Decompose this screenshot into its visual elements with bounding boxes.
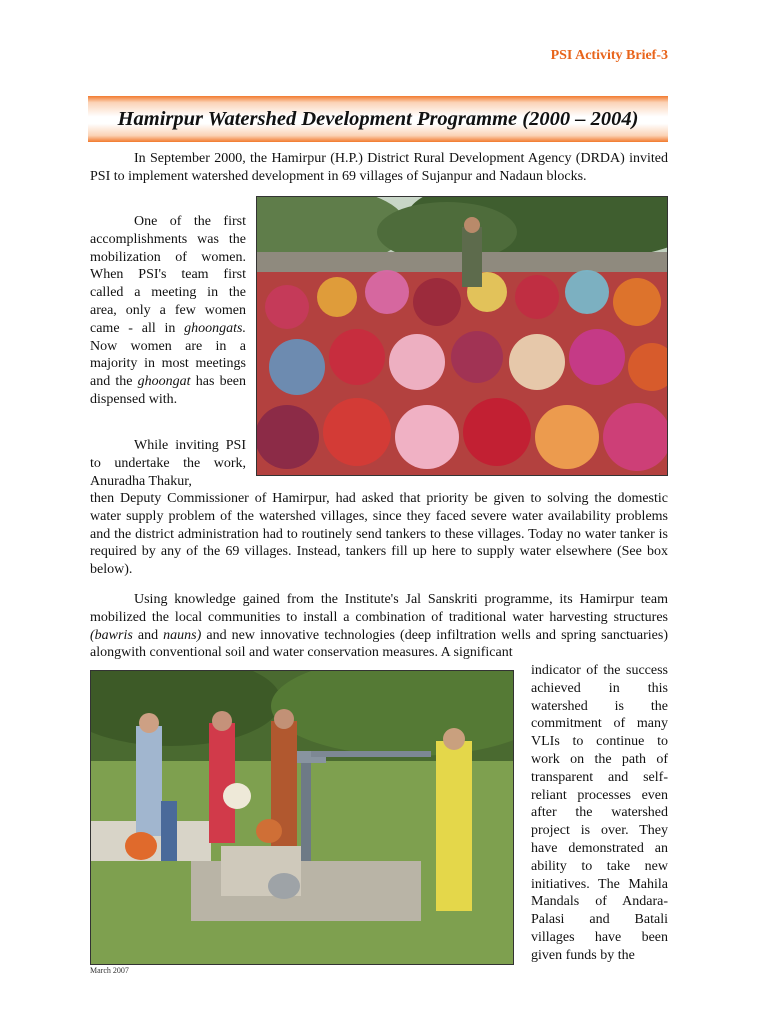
photo-women-meeting [256, 196, 668, 476]
paragraph-mobilization-text-e: has been dispensed with. [90, 374, 246, 407]
paragraph-mobilization-text-c: Now women are in a majority in most meetings and the [90, 338, 246, 390]
page-title: Hamirpur Watershed Development Programme (2000 – 2004) [117, 107, 639, 130]
paragraph-indicator [531, 662, 668, 965]
photo-women-meeting-image [257, 197, 667, 475]
paragraph-jal-text-c: and [132, 627, 164, 643]
paragraph-mobilization-text-a: One of the first accomplishments was the mobilization of women. When PSI's team first called a meeting in the area, only a few women came - all in [90, 214, 246, 336]
paragraph-indicator-text: indicator of the success achieved in this watershed is the commitment of many VLIs to continue to work on the path of transparent and self-reliant processes even after the watershed project is over. They have demonstrated an ability to take new initiatives. The Mahila Mandals of Andara-Palasi and Batali villages have been given funds by the [531, 663, 668, 963]
term-nauns: nauns) [163, 627, 202, 643]
photo-hand-pump-image [91, 671, 513, 964]
term-ghoongat: ghoongat [137, 374, 191, 390]
paragraph-jal-text-e: and new innovative technologies (deep infiltration wells and spring sanctuaries) alongwith conventional soil and water conservation measures. A significant [90, 627, 669, 661]
term-bawris: (bawris [90, 627, 133, 643]
photo-hand-pump [90, 670, 514, 965]
header-label: PSI Activity Brief-3 [550, 48, 668, 63]
paragraph-intro-text: In September 2000, the Hamirpur (H.P.) District Rural Development Agency (DRDA) invited PSI to implement watershed development in 69 villages of Sujanpur and Nadaun blocks. [90, 151, 668, 184]
paragraph-intro [90, 150, 668, 186]
paragraph-jal-sanskriti [90, 591, 668, 662]
paragraph-mobilization [90, 213, 246, 409]
footer-date: March 2007 [90, 966, 129, 975]
paragraph-water-supply-start [90, 437, 246, 490]
title-band [88, 96, 668, 142]
paragraph-water-supply-continued [90, 490, 668, 579]
paragraph-jal-text-a: Using knowledge gained from the Institute's Jal Sanskriti programme, its Hamirpur team mobilized the local communities to install a combination of traditional water harvesting structures [90, 592, 668, 625]
paragraph-water-supply-text-b: then Deputy Commissioner of Hamirpur, had asked that priority be given to solving the domestic water supply problem of the watershed villages, since they faced severe water availability problems and the district administration had to routinely send tankers to these villages. Today no water tanker is required by any of the 69 villages. Instead, tankers fill up here to supply water elsewhere (See box below). [90, 491, 668, 578]
term-ghoongats: ghoongats. [184, 320, 246, 336]
paragraph-water-supply-text-a: While inviting PSI to undertake the work, Anuradha Thakur, [90, 438, 246, 489]
